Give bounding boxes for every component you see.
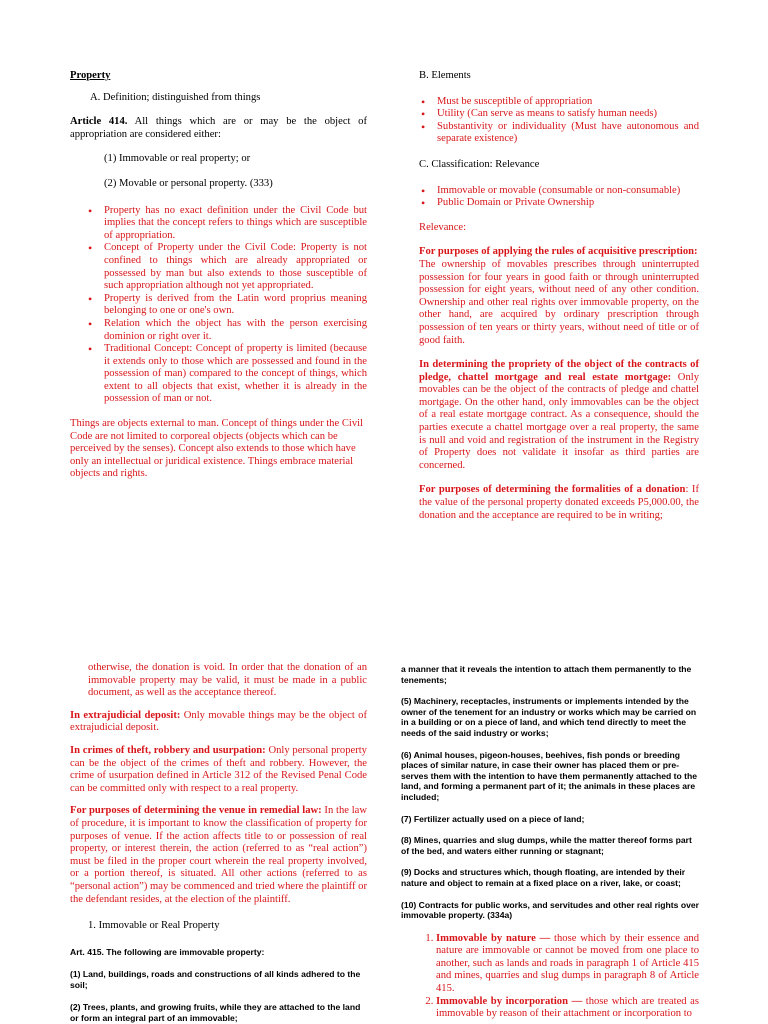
property-title: Property (70, 70, 111, 81)
document-page-2 (0, 598, 768, 1024)
prescription-text: The ownership of movables prescribes through uninterrupted possession for four years in good faith or through uninterrupted possession for eight years, without need of any other condition. Ownership and other real rights over immovable property, on the other hand, are acquired by ordinary prescription through possession of ten years or thirty years, without need of title or of good faith. (419, 258, 699, 346)
page2-right-column (401, 664, 699, 1021)
element-bullet: • Must be susceptible of appropriation (437, 96, 699, 109)
donation-continued: otherwise, the donation is void. In order that the donation of an immovable property may be valid, it must be made in a public document, as well as the acceptance thereof. (88, 662, 367, 699)
theft-paragraph (70, 745, 367, 795)
article-415-item-5: (5) Machinery, receptacles, instruments or implements intended by the owner of the tenement for an industry or works which may be carried on in a building or on a piece of land, and which tend directly to meet the needs of the said industry or works; (401, 696, 697, 738)
property-bullet: • Property has no exact definition under the Civil Code but implies that the concept refers to things which are susceptible of appropriation. (104, 205, 367, 243)
venue-heading: For purposes of determining the venue in remedial law: (70, 805, 322, 817)
immovable-by-incorporation-text: those which are treated as immovable by reason of their attachment or incorporation to (436, 995, 699, 1020)
section-a-heading: A. Definition; distinguished from things (90, 91, 261, 103)
immovable-heading: 1. Immovable or Real Property (88, 920, 220, 932)
property-bullet: • Concept of Property under the Civil Code: Property is not confined to things which are already appropriated or possessed by man but also extends to those susceptible of such appropriation although not yet appropriated. (104, 242, 367, 292)
article-415-item-7: (7) Fertilizer actually used on a piece of land; (401, 813, 585, 824)
article-414-item-1: (1) Immovable or real property; or (104, 153, 251, 165)
prescription-heading: For purposes of applying the rules of acquisitive prescription: (419, 246, 698, 258)
article-414 (70, 116, 367, 141)
elements-list (419, 96, 699, 146)
immovable-by-incorporation-heading: Immovable by incorporation — (436, 995, 583, 1007)
article-415-item-6: (6) Animal houses, pigeon-houses, beehives, fish ponds or breeding places of similar nature, in case their owner has placed them or pre-serves them with the intention to have them permanently attached to the land, and forming a permanent part of it; the animals in these places are included; (401, 749, 698, 802)
donation-heading: For purposes of determining the formalities of a donation (419, 484, 686, 496)
immovable-kinds-list (401, 933, 699, 1021)
article-415-item-2: (2) Trees, plants, and growing fruits, while they are attached to the land or form an integral part of an immovable; (70, 1002, 361, 1024)
property-bullet-list (70, 205, 367, 407)
donation-paragraph (419, 484, 699, 522)
section-c-heading: C. Classification: Relevance (419, 158, 540, 170)
article-415-item-9: (9) Docks and structures which, though floating, are intended by their nature and object to remain at a fixed place on a river, lake, or coast; (401, 867, 686, 888)
page1-right-column (419, 70, 699, 522)
prescription-paragraph (419, 246, 699, 347)
deposit-paragraph (70, 710, 367, 735)
pledge-paragraph (419, 359, 699, 472)
classification-list (419, 185, 699, 210)
venue-paragraph (70, 805, 367, 906)
immovable-by-incorporation-item (436, 996, 699, 1021)
venue-text: In the law of procedure, it is important to know the classification of property for purposes of venue. If the action affects title to or possession of real property, or interest therein, the action (referred to as “real action”) must be filed in the proper court wherein the real property involved, or a portion thereof, is situated. All other actions (referred to as “personal action”) may be commenced and tried where the plaintiff or the defendant resides, at the election of the plaintiff. (70, 805, 367, 905)
property-bullet: • Property is derived from the Latin word proprius meaning belonging to one or one's own. (104, 293, 367, 318)
immovable-by-nature-item (436, 933, 699, 996)
property-bullet: • Relation which the object has with the person exercising dominion or right over it. (104, 318, 367, 343)
theft-heading: In crimes of theft, robbery and usurpation: (70, 744, 266, 756)
section-b-heading: B. Elements (419, 70, 471, 81)
element-bullet: • Substantivity or individuality (Must have autonomous and separate existence) (437, 121, 699, 146)
property-bullet: • Traditional Concept: Concept of property is limited (because it extends only to those which are possessed and found in the possession of man) compared to the concept of things, which extent to all objects that exist, whether it is already in the possession of man or not. (104, 343, 367, 406)
pledge-text: Only movables can be the object of the contracts of pledge and chattel mortgage. On the other hand, only immovables can be the object of a real estate mortgage contract. As a consequence, should the parties execute a chattel mortgage over a real property, the same is null and void and registration of the instrument in the Registry of Property does not validate it insofar as third parties are concerned. (419, 371, 699, 471)
article-414-label: Article 414. (70, 116, 128, 128)
deposit-heading: In extrajudicial deposit: (70, 709, 181, 721)
relevance-label: Relevance: (419, 221, 467, 233)
donation-text: : If the value of the personal property donated exceeds P5,000.00, the donation and the acceptance are required to be in writing; (419, 484, 699, 521)
deposit-text: Only movable things may be the object of extrajudicial deposit. (70, 709, 367, 734)
pledge-heading: In determining the propriety of the object of the contracts of pledge, chattel mortgage and real estate mortgage: (419, 359, 699, 383)
article-415-item-4-continued: a manner that it reveals the intention to attach them permanently to the tenements; (401, 664, 692, 685)
immovable-by-nature-heading: Immovable by nature — (436, 932, 551, 944)
things-paragraph: Things are objects external to man. Concept of things under the Civil Code are not limited to corporeal objects (objects which can be perceived by the senses). Concept also extends to those which have only an intellectual or juridical existence. Things embrace material objects and rights. (70, 418, 364, 480)
theft-text: Only personal property can be the object of the crimes of theft and robbery. However, the crime of usurpation defined in Article 312 of the Revised Penal Code can be committed only with respect to a real property. (70, 744, 367, 794)
article-414-item-2: (2) Movable or personal property. (333) (104, 177, 273, 189)
element-bullet: • Utility (Can serve as means to satisfy human needs) (437, 108, 699, 121)
article-415-item-10: (10) Contracts for public works, and servitudes and other real rights over immovable property. (334a) (401, 899, 699, 921)
page2-left-column (70, 662, 367, 1024)
article-415-item-8: (8) Mines, quarries and slug dumps, while the matter thereof forms part of the bed, and waters either running or stagnant; (401, 835, 692, 856)
article-415-heading: Art. 415. The following are immovable property: (70, 946, 265, 957)
page1-left-column (70, 70, 367, 481)
classification-bullet: • Immovable or movable (consumable or non-consumable) (437, 185, 699, 198)
classification-bullet: • Public Domain or Private Ownership (437, 197, 699, 210)
article-415-item-1: (1) Land, buildings, roads and constructions of all kinds adhered to the soil; (70, 969, 361, 990)
immovable-by-nature-text: those which by their essence and nature are immovable or cannot be moved from one place to another, such as lands and roads in paragraph 1 of Article 415 and mines, quarries and slug dumps in paragraph 8 of Article 415. (436, 932, 699, 995)
article-414-text: All things which are or may be the object of appropriation are considered either: (70, 116, 368, 140)
